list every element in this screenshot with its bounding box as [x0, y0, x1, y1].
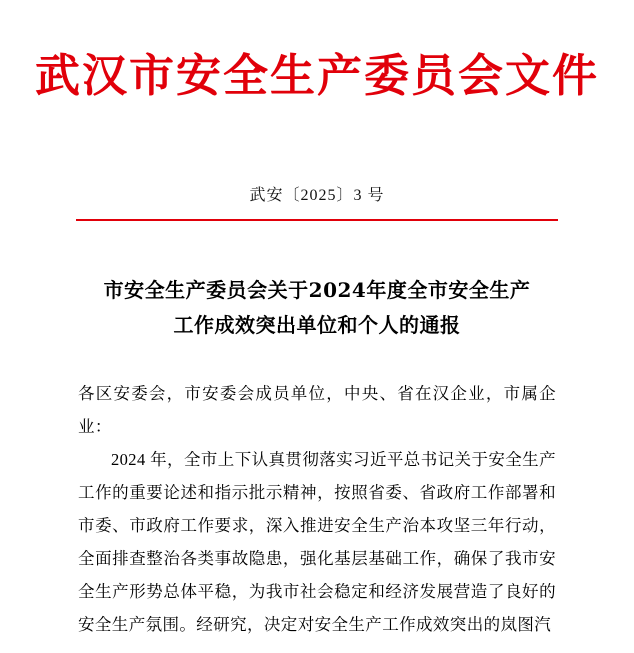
document-title-line-2: 工作成效突出单位和个人的通报 [173, 313, 461, 338]
document-title [78, 273, 556, 343]
document-body [78, 377, 556, 641]
document-number: 武安〔2025〕3 号 [249, 187, 385, 205]
red-divider-rule [76, 219, 558, 221]
document-title-line-1: 市安全生产委员会关于2024年度全市安全生产 [103, 278, 531, 303]
salutation-paragraph: 各区安委会，市安委会成员单位，中央、省在汉企业，市属企业： [78, 384, 556, 437]
document-header [0, 0, 634, 104]
document-header-title: 武汉市安全生产委员会文件 [34, 49, 599, 102]
body-paragraph-1: 2024 年，全市上下认真贯彻落实习近平总书记关于安全生产工作的重要论述和指示批示精神，按照省委、省政府工作部署和市委、市政府工作要求，深入推进安全生产治本攻坚三年行动，全面排查整治各类事故隐患，强化基层基础工作，确保了我市安全生产形势总体平稳，为我市社会稳定和经济发展营造了良好的安全生产氛围。经研究，决定对安全生产工作成效突出的岚图汽 [78, 450, 556, 635]
